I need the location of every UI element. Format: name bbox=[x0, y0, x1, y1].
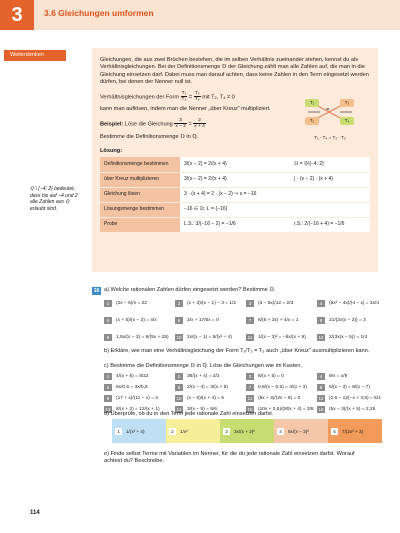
list-item: 1 4/(x + 6) = 8/22 bbox=[104, 371, 175, 381]
list-item: 8 6/(x − 3) = 8/(x − 7) bbox=[317, 382, 388, 392]
list-item: 1 1/(x² + 4) bbox=[112, 419, 166, 443]
weiterdenken-tab: Weiterdenken bbox=[4, 50, 66, 61]
rule-fraction-2: $\frac{\text{T₃}}{\text{T₄}}$ bbox=[194, 90, 200, 103]
list-item: 12 2/(3x(x − 5)) = 1/4 bbox=[318, 335, 368, 340]
exercise-a-grid bbox=[104, 297, 388, 344]
list-item: 6 3/x + 17/6x = 0 bbox=[175, 314, 246, 327]
list-item: 2 36/(x + 4) = 2/2 bbox=[175, 371, 246, 381]
exercise-d-text: d) Überprüfe, ob du in den Term jede rationale Zahl einsetzen darfst. bbox=[104, 411, 274, 417]
list-item: 4 5x/(x − 2)² bbox=[274, 419, 328, 443]
exercise-e-text: e) Finde selbst Terme mit Variablen im Nenner, für die du jede rationale Zahl einsetzen darfst. Worauf achtest du? Beschreibe. bbox=[104, 451, 355, 464]
example-text: Löse die Gleichung bbox=[124, 121, 173, 128]
table-row: über Kreuz multiplizieren 3/(x − 2) = 2/(x + 4) | · (x − 2) · (x + 4) bbox=[100, 172, 370, 187]
list-item: 8 21/(2x(x − 2)) = 3 bbox=[317, 314, 388, 327]
diagram-equals: = bbox=[326, 106, 330, 113]
table-row: Gleichung lösen 3 · (x + 4) = 2 · (x − 2) ⇒ x = −16 bbox=[100, 187, 370, 202]
example-label: Beispiel: bbox=[100, 121, 124, 128]
example-task: Bestimme die Definitionsmenge 𝔻 in ℚ. bbox=[100, 133, 199, 140]
list-item: 10 2x/(x − 1) = 5/(x² − 4) bbox=[176, 335, 232, 340]
term-t1: T₁ bbox=[305, 99, 319, 107]
list-item: 1 (2x − 6)/x = 22 bbox=[104, 297, 175, 310]
solution-table bbox=[100, 157, 370, 233]
list-item: 6 2/(x − 4) = 3/(x + 5) bbox=[175, 382, 246, 392]
chapter-number: 3 bbox=[0, 0, 34, 30]
theory-box bbox=[92, 48, 378, 272]
page-number: 114 bbox=[30, 510, 40, 516]
list-item: 4 (5x² − 4x)/(4 − x) = 3x/4 bbox=[317, 297, 388, 310]
exercise-a-text: a) Welche rationalen Zahlen dürfen eingesetzt werden? Bestimme 𝔻. bbox=[104, 287, 276, 293]
margin-note: ℚ \ {−4; 2} bedeutet, dass bis auf −4 und 2 alle Zahlen aus ℚ erlaubt sind. bbox=[30, 186, 78, 212]
list-item: 2 (x + 3)/(x − 1) − 3 = 1/2 bbox=[175, 297, 246, 310]
example-rhs: $\frac{2}{x + 4}$ bbox=[194, 117, 205, 130]
table-row: Lösungsmenge bestimmen −16 ∈ 𝔻; 𝕃 = {−16} bbox=[100, 202, 370, 217]
list-item: 5 (x + 5)/(x − 3) = 4/x bbox=[104, 314, 175, 327]
term-t2: T₂ bbox=[305, 117, 319, 125]
rule-fraction-1: $\frac{\text{T₁}}{\text{T₂}}$ bbox=[181, 90, 187, 103]
list-item: 10 (x − 6)/(x + 4) = 6 bbox=[176, 395, 224, 401]
section-title: 3.6 Gleichungen umformen bbox=[44, 8, 154, 18]
list-item: 11 (6x + 3)/(2x − 8) = 0 bbox=[247, 395, 301, 401]
list-item: 5 7/(2x² + 3) bbox=[328, 419, 382, 443]
list-item: 7 6/(6 + 3x) + 4/x = 1 bbox=[246, 314, 317, 327]
list-item: 13 8/(x + 2) = 12/(x + 1) bbox=[105, 406, 160, 412]
list-item: 12 (2,5 − x)/(−x + 3,5) = 5/1 bbox=[318, 395, 381, 401]
list-item: 4 9/x = x/9 bbox=[317, 371, 388, 381]
list-item: 9 (17 + x)/(11 − x) = 3 bbox=[104, 393, 175, 403]
list-item: 3 6/(x + 5) = 0 bbox=[246, 371, 317, 381]
term-t3: T₃ bbox=[340, 99, 354, 107]
list-item: 2 1/x² bbox=[166, 419, 220, 443]
list-item: 14 3/(x − 5) = 5/6 bbox=[176, 406, 217, 412]
list-item: 15 (10x + 0,5)/(80x + 4) = 3/8 bbox=[247, 406, 314, 412]
exercise-c-grid bbox=[104, 371, 388, 414]
rule-text: Verhältnisgleichungen der Form $\frac{\text{T₁}}{\text{T₂}}$ = $\frac{\text{T₃}}{\text{T₄}}$ mit T₂, T₄ ≠ 0 kann man auflösen, indem man die Nenner „über Kreuz“ multipliziert. Beispiel: Löse die Gleichung $\frac{3}{x - 2}$ = $\frac{2}{x + 4}$ Bestimme die Definitionsmenge 𝔻 in ℚ. bbox=[100, 91, 290, 145]
loesung-label: Lösung: bbox=[100, 148, 123, 155]
list-item: 16 (5x − 3)/(x + 5) = 2,25 bbox=[318, 406, 376, 412]
exercise-b-text: b) Erkläre, wie man eine Verhältnisgleichung der Form T₁/T₂ = T₃ auch „über Kreuz“ ausmultiplizieren kann. bbox=[104, 348, 370, 354]
table-row: Definitionsmenge bestimmen 3/(x − 2) = 2/(x + 4) 𝔻 = ℚ\{−4; 2} bbox=[100, 157, 370, 172]
exercise-c-text: c) Bestimme die Definitionsmenge 𝔻 in ℚ. Löse die Gleichungen wie im Kasten. bbox=[104, 363, 303, 369]
list-item: 7 0,8/(x − 0,5) = 4/(x + 3) bbox=[246, 382, 317, 392]
rule-row bbox=[100, 91, 370, 145]
theory-intro: Gleichungen, die aus zwei Brüchen bestehen, die im selben Verhältnis zueinander stehen, kennst du als Verhältnisgleichungen. Bei der Definitionsmenge 𝔻 der Gleichung zählt man alle Zahlen auf, die man in die Gleichung einsetzen darf. Dabei muss man darauf achten, dass keine Zahlen in den Term eingesetzt werden dürfen, bei denen der Nenner null ist. bbox=[100, 57, 369, 86]
example-lhs: $\frac{3}{x - 2}$ bbox=[175, 117, 186, 130]
exercise-number: 16 bbox=[93, 288, 100, 294]
list-item: 9 1,5x/(x − 3) = 6/(5x + 25) bbox=[104, 331, 175, 344]
table-row: Probe L.S.: 3/(−16 − 2) = −1/6 r.S.: 2/(−16 + 4) = −1/6 bbox=[100, 217, 370, 232]
list-item: 3 3x/(x + 2)² bbox=[220, 419, 274, 443]
list-item: 11 1/(x − 3)² = −5x/(x + 9) bbox=[247, 335, 306, 340]
list-item: 3 (3 − 5x)/12 = 2/3 bbox=[246, 297, 317, 310]
diagram-product-line: T₁ · T₄ = T₃ · T₂ bbox=[314, 134, 346, 140]
rule-suffix: kann man auflösen, indem man die Nenner „über Kreuz“ multipliziert. bbox=[100, 106, 271, 113]
rule-prefix: Verhältnisgleichungen der Form bbox=[100, 94, 179, 101]
term-t4: T₄ bbox=[340, 117, 354, 125]
rule-condition: mit T₂, T₄ ≠ 0 bbox=[202, 94, 235, 101]
list-item: 5 6x/0,5 = 3x/0,5 bbox=[104, 382, 175, 392]
cross-multiply-diagram bbox=[290, 91, 370, 145]
term-strip bbox=[112, 419, 382, 443]
